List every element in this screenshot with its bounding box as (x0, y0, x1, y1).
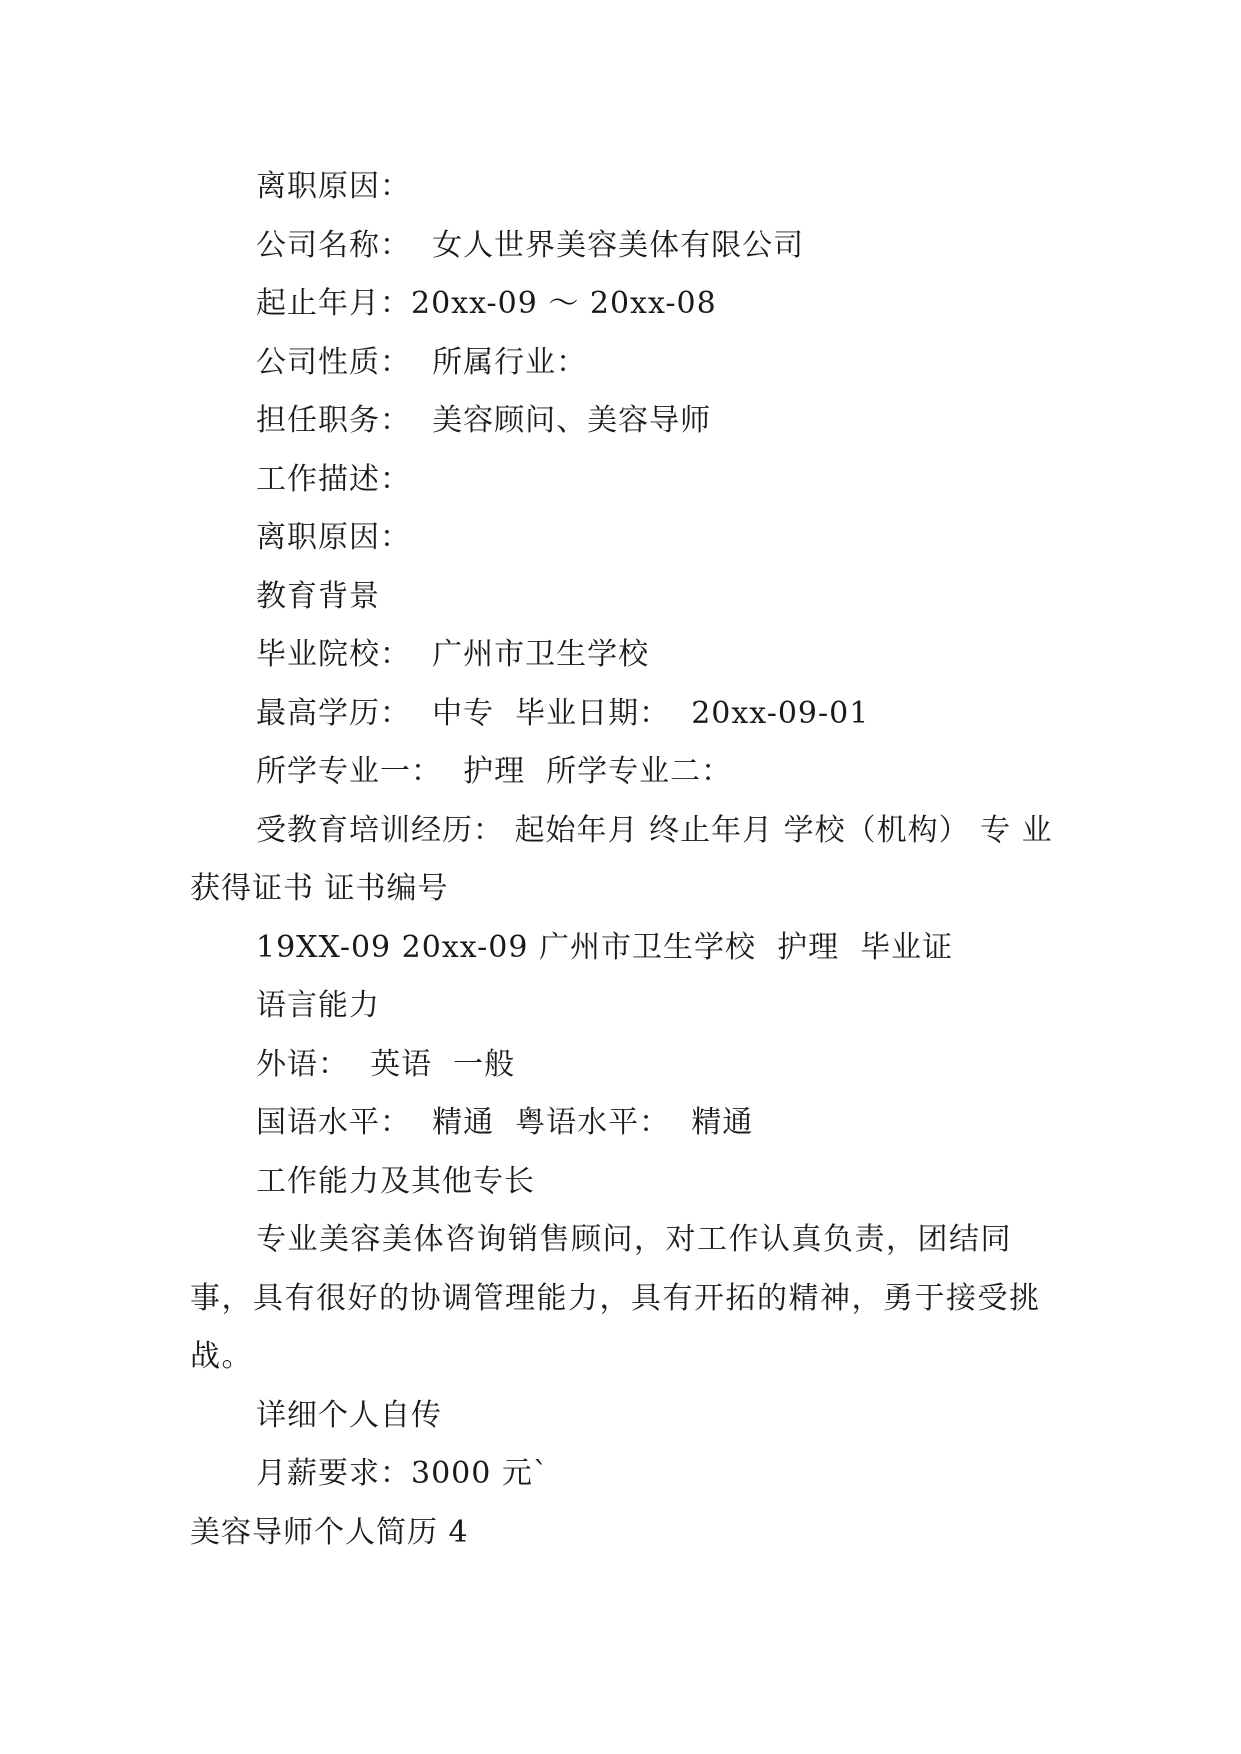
section-heading: 详细个人自传 (256, 1397, 442, 1433)
text-line: 国语水平： 精通 粤语水平： 精通 (256, 1105, 754, 1140)
text-line: 公司性质： 所属行业： (256, 344, 588, 380)
section-heading: 语言能力 (256, 988, 380, 1023)
text-line: 起止年月：20xx-09 ～ 20xx-08 (256, 286, 717, 321)
text-line: 月薪要求：3000 元` (256, 1456, 549, 1491)
text-line: 所学专业一： 护理 所学专业二： (256, 754, 733, 789)
text-line: 离职原因： (256, 520, 411, 555)
text-line: 公司名称： 女人世界美容美体有限公司 (256, 227, 805, 263)
text-line: 担任职务： 美容顾问、美容导师 (256, 403, 712, 438)
section-heading: 教育背景 (256, 578, 380, 614)
document-title: 美容导师个人简历 4 (190, 1514, 469, 1550)
text-paragraph: 专业美容美体咨询销售顾问，对工作认真负责，团结同事，具有很好的协调管理能力，具有开拓的精神，勇于接受挑战。 (190, 1222, 1041, 1374)
text-line: 受教育培训经历： 起始年月 终止年月 学校（机构） 专 业 获得证书 证书编号 (190, 812, 1053, 906)
text-line: 毕业院校： 广州市卫生学校 (256, 637, 650, 672)
document-body (190, 158, 1060, 1562)
text-line: 19XX-09 20xx-09 广州市卫生学校 护理 毕业证 (256, 929, 954, 965)
section-heading: 工作能力及其他专长 (256, 1163, 535, 1199)
text-line: 外语： 英语 一般 (256, 1046, 516, 1082)
text-line: 工作描述： (256, 461, 411, 497)
text-line: 离职原因： (256, 169, 411, 204)
text-line: 最高学历： 中专 毕业日期： 20xx-09-01 (256, 695, 870, 731)
